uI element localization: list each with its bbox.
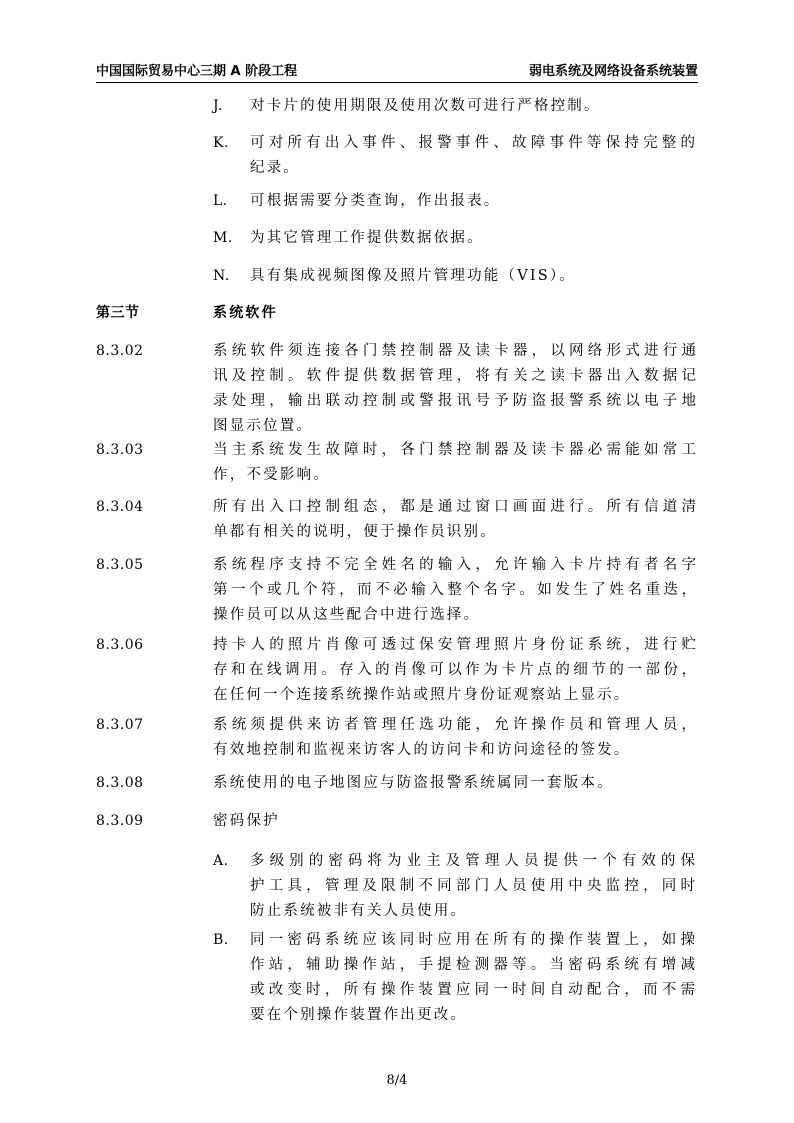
clause-number: 8.3.04 (96, 499, 144, 515)
clause-text: 系统程序支持不完全姓名的输入，允许输入卡片持有者名字 (213, 557, 697, 573)
clause-number: 8.3.03 (96, 442, 144, 458)
list-item-text: 为其它管理工作提供数据依据。 (250, 230, 484, 246)
list-item-letter: B. (213, 932, 229, 948)
list-item-letter: M. (213, 230, 233, 246)
list-item-letter: K. (213, 135, 229, 151)
clause-text: 所有出入口控制组态，都是通过窗口画面进行。所有信道清 (213, 499, 697, 515)
clause-text: 持卡人的照片肖像可透过保安管理照片身份证系统，进行贮 (213, 637, 697, 653)
list-item-text: 护工具，管理及限制不同部门人员使用中央监控，同时 (250, 878, 696, 894)
list-item-text: 防止系统被非有关人员使用。 (250, 903, 468, 919)
list-item-text: 同一密码系统应该同时应用在所有的操作装置上，如操 (250, 932, 696, 948)
list-item-letter: A. (213, 853, 229, 869)
clause-number: 8.3.07 (96, 717, 144, 733)
clause-text: 讯及控制。软件提供数据管理，将有关之读卡器出入数据记 (213, 368, 697, 384)
list-item-letter: N. (213, 268, 230, 284)
clause-text: 单都有相关的说明，便于操作员识别。 (213, 524, 497, 540)
section-label: 第三节 (96, 305, 140, 321)
list-item-text: 具有集成视频图像及照片管理功能（VIS）。 (250, 268, 577, 284)
header-project-title: 中国国际贸易中心三期 A 阶段工程 (96, 64, 298, 79)
clause-number: 8.3.08 (96, 775, 144, 791)
page-header (96, 58, 698, 83)
list-item-text: 可对所有出入事件、报警事件、故障事件等保持完整的 (250, 135, 696, 151)
clause-text: 图显示位置。 (213, 418, 314, 434)
clause-text: 在任何一个连接系统操作站或照片身份证观察站上显示。 (213, 687, 631, 703)
list-item-text: 或改变时，所有操作装置应同一时间自动配合，而不需 (250, 982, 696, 998)
clause-text: 录处理，输出联动控制或警报讯号予防盗报警系统以电子地 (213, 393, 697, 409)
list-item-text: 纪录。 (250, 160, 301, 176)
clause-text: 第一个或几个符，而不必输入整个名字。如发生了姓名重迭， (213, 582, 697, 598)
page-number: 8/4 (386, 1073, 408, 1088)
clause-text: 有效地控制和监视来访客人的访问卡和访问途径的签发。 (213, 742, 631, 758)
list-item-text: 多级别的密码将为业主及管理人员提供一个有效的保 (250, 853, 696, 869)
list-item-letter: J. (213, 98, 223, 114)
clause-text: 系统使用的电子地图应与防盗报警系统属同一套版本。 (213, 775, 614, 791)
section-title: 系统软件 (213, 305, 278, 321)
clause-text: 系统须提供来访者管理任选功能，允许操作员和管理人员， (213, 717, 697, 733)
clause-text: 操作员可以从这些配合中进行选择。 (213, 607, 481, 623)
clause-number: 8.3.09 (96, 813, 144, 829)
list-item-text: 要在个别操作装置作出更改。 (250, 1007, 468, 1023)
list-item-text: 对卡片的使用期限及使用次数可进行严格控制。 (250, 98, 601, 114)
clause-text: 系统软件须连接各门禁控制器及读卡器，以网络形式进行通 (213, 343, 697, 359)
list-item-text: 可根据需要分类查询，作出报表。 (250, 193, 501, 209)
list-item-letter: L. (213, 193, 228, 209)
clause-number: 8.3.06 (96, 637, 144, 653)
clause-text: 当主系统发生故障时，各门禁控制器及读卡器必需能如常工 (213, 442, 697, 458)
clause-text: 存和在线调用。存入的肖像可以作为卡片点的细节的一部份， (213, 662, 697, 678)
clause-text: 密码保护 (213, 813, 280, 829)
clause-text: 作，不受影响。 (213, 467, 330, 483)
list-item-text: 作站，辅助操作站，手提检测器等。当密码系统有增减 (250, 957, 696, 973)
header-system-title: 弱电系统及网络设备系统装置 (528, 64, 698, 79)
clause-number: 8.3.02 (96, 343, 144, 359)
clause-number: 8.3.05 (96, 557, 144, 573)
